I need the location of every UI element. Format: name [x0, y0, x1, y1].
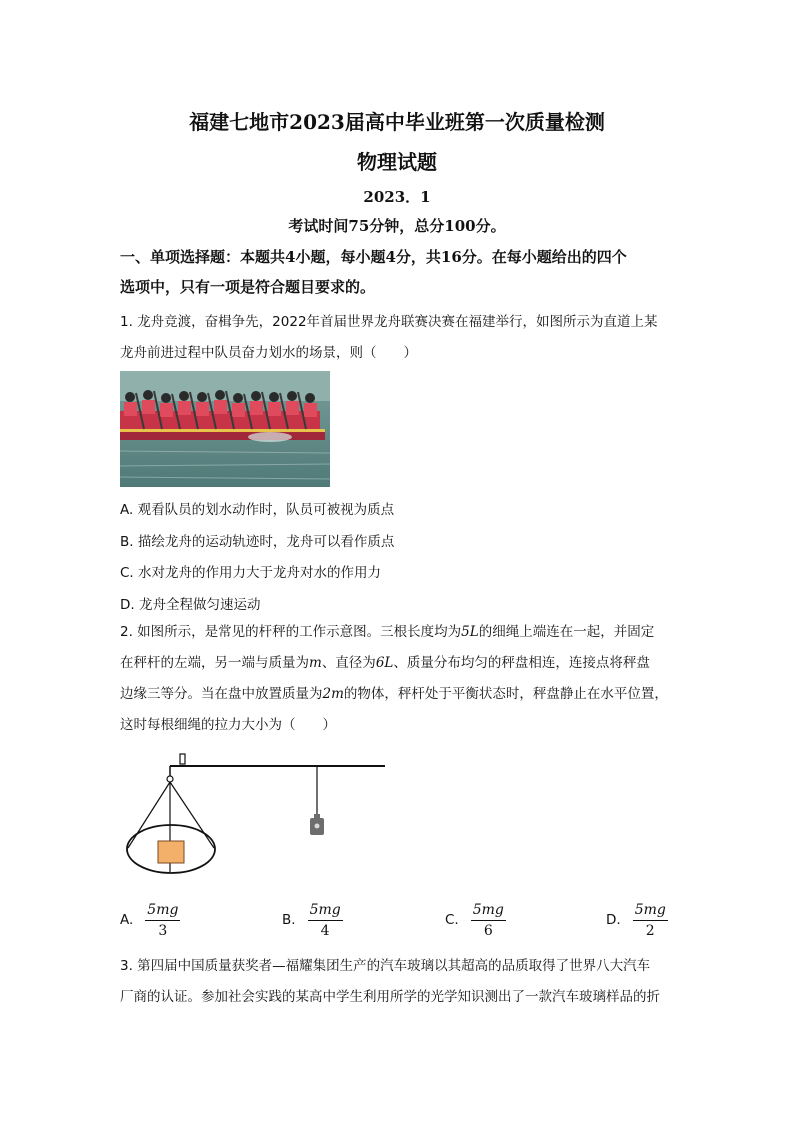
- fraction: $\frac{5mg}{3}$: [147, 901, 179, 939]
- question-3-line2: 厂商的认证。参加社会实践的某高中学生利用所学的光学知识测出了一款汽车玻璃样品的折: [120, 989, 660, 1005]
- exam-date: 2023．1: [363, 188, 431, 206]
- question-3-stem: [120, 951, 680, 1013]
- question-1-line1: 1. 龙舟竞渡，奋楫争先，2022年首届世界龙舟联赛决赛在福建举行，如图所示为直道上某: [120, 314, 658, 330]
- question-2-option-a[interactable]: A. $\frac{5mg}{3}$: [120, 901, 179, 939]
- exam-subject: 物理试题: [357, 150, 437, 174]
- question-2-option-c[interactable]: C. $\frac{5mg}{6}$: [445, 901, 504, 939]
- exam-title: 福建七地市2023届高中毕业班第一次质量检测: [189, 110, 605, 134]
- question-2-line1: 2. 如图所示，是常见的杆秤的工作示意图。三根长度均为5L的细绳上端连在一起，并固定: [120, 624, 655, 640]
- exam-info: 考试时间75分钟，总分100分。: [288, 217, 506, 235]
- var-2m: 2m: [322, 686, 344, 702]
- dragon-boat-photo: [120, 371, 330, 487]
- question-2-stem: [120, 617, 680, 741]
- question-1-option-c[interactable]: C. 水对龙舟的作用力大于龙舟对水的作用力: [120, 565, 382, 581]
- section-heading: [120, 242, 680, 302]
- question-1-option-a[interactable]: A. 观看队员的划水动作时，队员可被视为质点: [120, 502, 395, 518]
- question-1-option-b[interactable]: B. 描绘龙舟的运动轨迹时，龙舟可以看作质点: [120, 534, 395, 550]
- section-heading-line2: 选项中，只有一项是符合题目要求的。: [120, 278, 376, 296]
- question-2-line4: 这时每根细绳的拉力大小为（ ）: [120, 717, 336, 733]
- dragon-boat-illustration: [120, 371, 330, 487]
- question-2-option-b[interactable]: B. $\frac{5mg}{4}$: [282, 901, 341, 939]
- section-heading-line1: 一、单项选择题：本题共4小题，每小题4分，共16分。在每小题给出的四个: [120, 248, 627, 266]
- fraction: $\frac{5mg}{6}$: [472, 901, 504, 939]
- question-1-line2: 龙舟前进过程中队员奋力划水的场景，则（ ）: [120, 345, 417, 361]
- var-6l: 6L: [375, 655, 394, 671]
- fraction: $\frac{5mg}{2}$: [634, 901, 666, 939]
- question-2-line2: 在秤杆的左端，另一端与质量为m、直径为6L、质量分布均匀的秤盘相连，连接点将秤盘: [120, 655, 650, 671]
- fraction: $\frac{5mg}{4}$: [309, 901, 341, 939]
- question-3-line1: 3. 第四届中国质量获奖者—福耀集团生产的汽车玻璃以其超高的品质取得了世界八大汽车: [120, 958, 651, 974]
- steelyard-diagram: [120, 752, 390, 882]
- question-2-option-d[interactable]: D. $\frac{5mg}{2}$: [606, 901, 666, 939]
- question-1-stem: [120, 307, 680, 369]
- question-1-option-d[interactable]: D. 龙舟全程做匀速运动: [120, 597, 261, 613]
- question-2-line3: 边缘三等分。当在盘中放置质量为2m的物体，秤杆处于平衡状态时，秤盘静止在水平位置，: [120, 686, 668, 702]
- var-5l: 5L: [461, 624, 479, 640]
- var-m: m: [309, 655, 322, 671]
- steelyard-illustration: [120, 752, 390, 882]
